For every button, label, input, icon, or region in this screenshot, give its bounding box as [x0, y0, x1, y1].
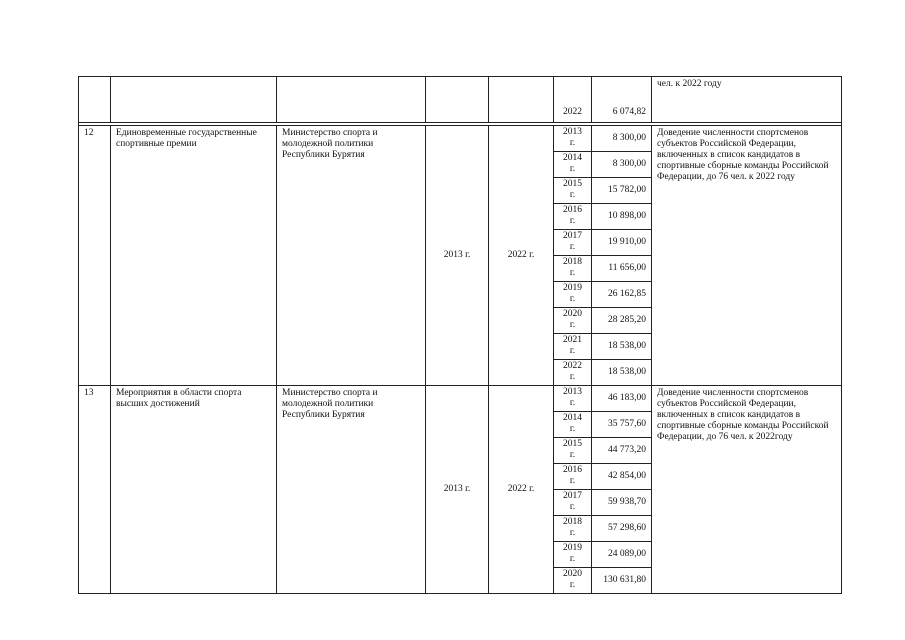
year-cell: 2019 г. [554, 282, 592, 308]
year-cell: 2016 г. [554, 464, 592, 490]
amount-cell: 18 538,00 [592, 360, 652, 386]
year-cell: 2021 г. [554, 334, 592, 360]
cont-start-cell [426, 77, 489, 123]
table-row [79, 386, 842, 412]
amount-cell: 15 782,00 [592, 178, 652, 204]
end-year: 2022 г. [489, 126, 554, 386]
measure-name: Мероприятия в области спорта высших достижений [111, 386, 277, 594]
amount-cell: 26 162,85 [592, 282, 652, 308]
cont-note: чел. к 2022 году [652, 77, 842, 123]
expected-result: Доведение численности спортсменов субъектов Российской Федерации, включенных в список кандидатов в спортивные сборные команды Российской Федерации, до 76 чел. к 2022году [652, 386, 842, 594]
cont-executor-cell [277, 77, 426, 123]
amount-cell: 35 757,60 [592, 412, 652, 438]
year-cell: 2014 г. [554, 412, 592, 438]
amount-cell: 130 631,80 [592, 568, 652, 594]
amount-cell: 8 300,00 [592, 152, 652, 178]
start-year: 2013 г. [426, 386, 489, 594]
year-cell: 2015 г. [554, 178, 592, 204]
year-cell: 2015 г. [554, 438, 592, 464]
program-table [78, 76, 842, 594]
amount-cell: 59 938,70 [592, 490, 652, 516]
cont-value: 6 074,82 [592, 77, 652, 123]
start-year: 2013 г. [426, 126, 489, 386]
year-cell: 2020 г. [554, 308, 592, 334]
amount-cell: 57 298,60 [592, 516, 652, 542]
end-year: 2022 г. [489, 386, 554, 594]
row-number: 12 [79, 126, 111, 386]
table-row [79, 126, 842, 152]
amount-cell: 44 773,20 [592, 438, 652, 464]
amount-cell: 11 656,00 [592, 256, 652, 282]
year-cell: 2017 г. [554, 490, 592, 516]
amount-cell: 42 854,00 [592, 464, 652, 490]
cont-num-cell [79, 77, 111, 123]
amount-cell: 24 089,00 [592, 542, 652, 568]
year-cell: 2022 г. [554, 360, 592, 386]
expected-result: Доведение численности спортсменов субъектов Российской Федерации, включенных в список кандидатов в спортивные сборные команды Российской Федерации, до 76 чел. к 2022 году [652, 126, 842, 386]
amount-cell: 28 285,20 [592, 308, 652, 334]
measure-name: Единовременные государственные спортивные премии [111, 126, 277, 386]
year-cell: 2017 г. [554, 230, 592, 256]
year-cell: 2018 г. [554, 256, 592, 282]
executor: Министерство спорта и молодежной политики Республики Бурятия [277, 386, 426, 594]
amount-cell: 18 538,00 [592, 334, 652, 360]
row-number: 13 [79, 386, 111, 594]
year-cell: 2013 г. [554, 386, 592, 412]
year-cell: 2018 г. [554, 516, 592, 542]
cont-end-cell [489, 77, 554, 123]
amount-cell: 19 910,00 [592, 230, 652, 256]
amount-cell: 8 300,00 [592, 126, 652, 152]
year-cell: 2019 г. [554, 542, 592, 568]
cont-year: 2022 [554, 77, 592, 123]
continuation-row [79, 77, 842, 123]
year-cell: 2016 г. [554, 204, 592, 230]
executor: Министерство спорта и молодежной политики Республики Бурятия [277, 126, 426, 386]
year-cell: 2020 г. [554, 568, 592, 594]
year-cell: 2013 г. [554, 126, 592, 152]
amount-cell: 46 183,00 [592, 386, 652, 412]
cont-name-cell [111, 77, 277, 123]
amount-cell: 10 898,00 [592, 204, 652, 230]
year-cell: 2014 г. [554, 152, 592, 178]
